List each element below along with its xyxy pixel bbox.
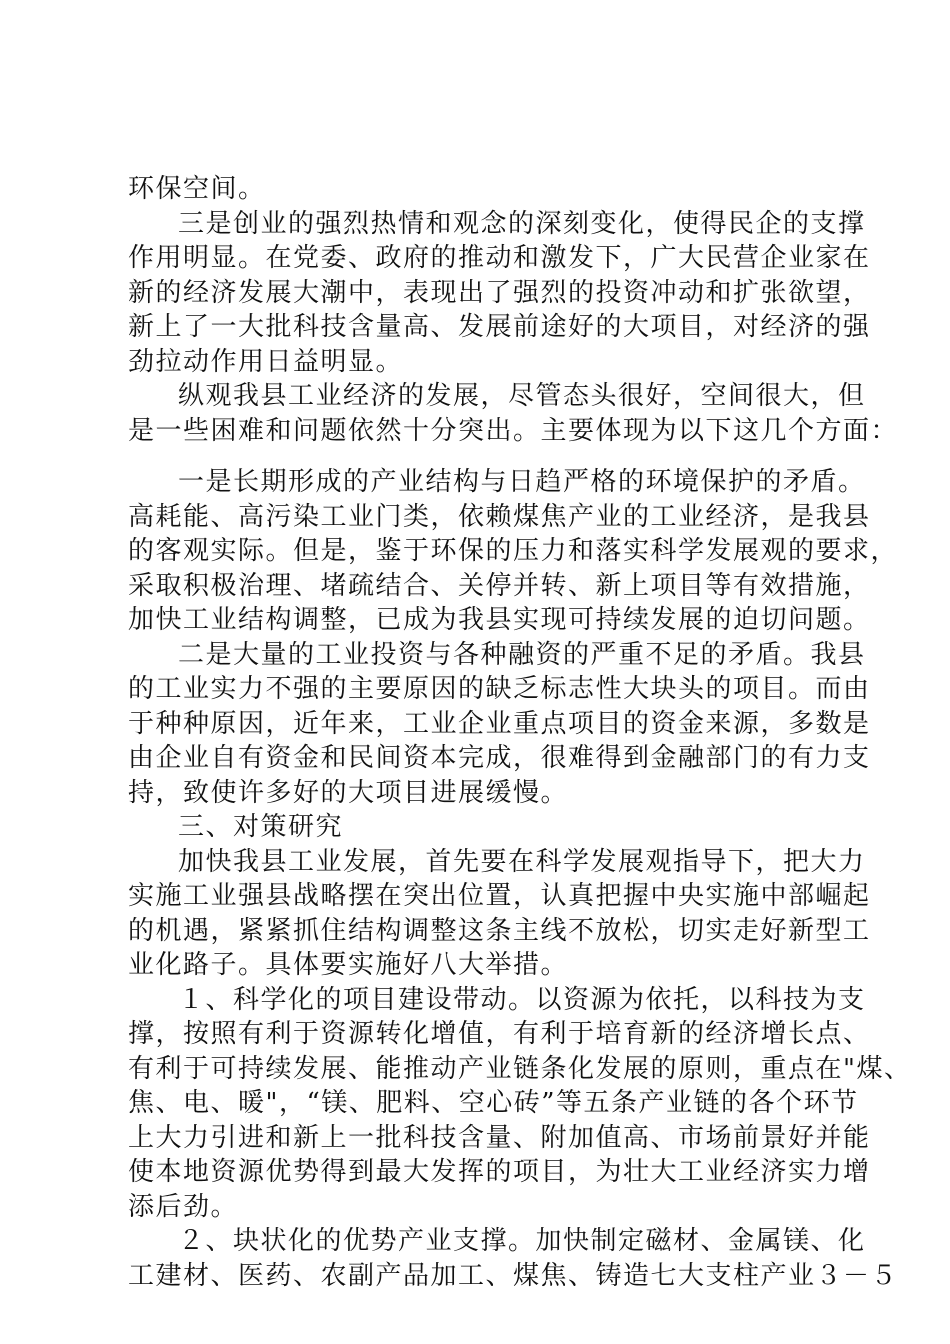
- text-line: 高耗能、高污染工业门类，依赖煤焦产业的工业经济，是我县: [128, 502, 871, 532]
- text-line: １、科学化的项目建设带动。以资源为依托，以科技为支: [178, 985, 866, 1015]
- text-line: 持，致使许多好的大项目进展缓慢。: [128, 778, 569, 808]
- text-line: 使本地资源优势得到最大发挥的项目，为壮大工业经济实力增: [128, 1157, 871, 1187]
- text-line: 上大力引进和新上一批科技含量、附加值高、市场前景好并能: [128, 1123, 871, 1153]
- text-line: 新上了一大批科技含量高、发展前途好的大项目，对经济的强: [128, 312, 871, 342]
- text-line: 添后劲。: [128, 1192, 239, 1222]
- text-line: 作用明显。在党委、政府的推动和激发下，广大民营企业家在: [128, 243, 871, 273]
- text-line: 是一些困难和问题依然十分突出。主要体现为以下这几个方面：: [128, 416, 899, 446]
- text-line: 的工业实力不强的主要原因的缺乏标志性大块头的项目。而由: [128, 674, 871, 704]
- text-line: 二是大量的工业投资与各种融资的严重不足的矛盾。我县: [178, 640, 866, 670]
- text-line: 业化路子。具体要实施好八大举措。: [128, 950, 569, 980]
- text-line: 三是创业的强烈热情和观念的深刻变化，使得民企的支撑: [178, 209, 866, 239]
- text-line: 于种种原因，近年来，工业企业重点项目的资金来源，多数是: [128, 709, 871, 739]
- text-line: 新的经济发展大潮中，表现出了强烈的投资冲动和扩张欲望，: [128, 278, 871, 308]
- text-line: 加快工业结构调整，已成为我县实现可持续发展的迫切问题。: [128, 605, 871, 635]
- text-line: 实施工业强县战略摆在突出位置，认真把握中央实施中部崛起: [128, 881, 871, 911]
- text-line: 一是长期形成的产业结构与日趋严格的环境保护的矛盾。: [178, 467, 866, 497]
- text-line: 的机遇，紧紧抓住结构调整这条主线不放松，切实走好新型工: [128, 916, 871, 946]
- text-line: 环保空间。: [128, 174, 266, 204]
- text-line: 纵观我县工业经济的发展，尽管态头很好，空间很大，但: [178, 381, 866, 411]
- text-line: 劲拉动作用日益明显。: [128, 347, 404, 377]
- text-line: 焦、电、暖"，“镁、肥料、空心砖”等五条产业链的各个环节: [128, 1088, 859, 1118]
- text-line: 的客观实际。但是，鉴于环保的压力和落实科学发展观的要求，: [128, 536, 899, 566]
- text-line: 有利于可持续发展、能推动产业链条化发展的原则，重点在"煤、: [128, 1054, 912, 1084]
- text-line: 采取积极治理、堵疏结合、关停并转、新上项目等有效措施，: [128, 571, 871, 601]
- text-line: 撑，按照有利于资源转化增值，有利于培育新的经济增长点、: [128, 1019, 871, 1049]
- text-line: ２、块状化的优势产业支撑。加快制定磁材、金属镁、化: [178, 1226, 866, 1256]
- text-line: 工建材、医药、农副产品加工、煤焦、铸造七大支柱产业３－５: [128, 1261, 899, 1291]
- text-line: 加快我县工业发展，首先要在科学发展观指导下，把大力: [178, 847, 866, 877]
- section-heading: 三、对策研究: [178, 812, 344, 842]
- text-line: 由企业自有资金和民间资本完成，很难得到金融部门的有力支: [128, 743, 871, 773]
